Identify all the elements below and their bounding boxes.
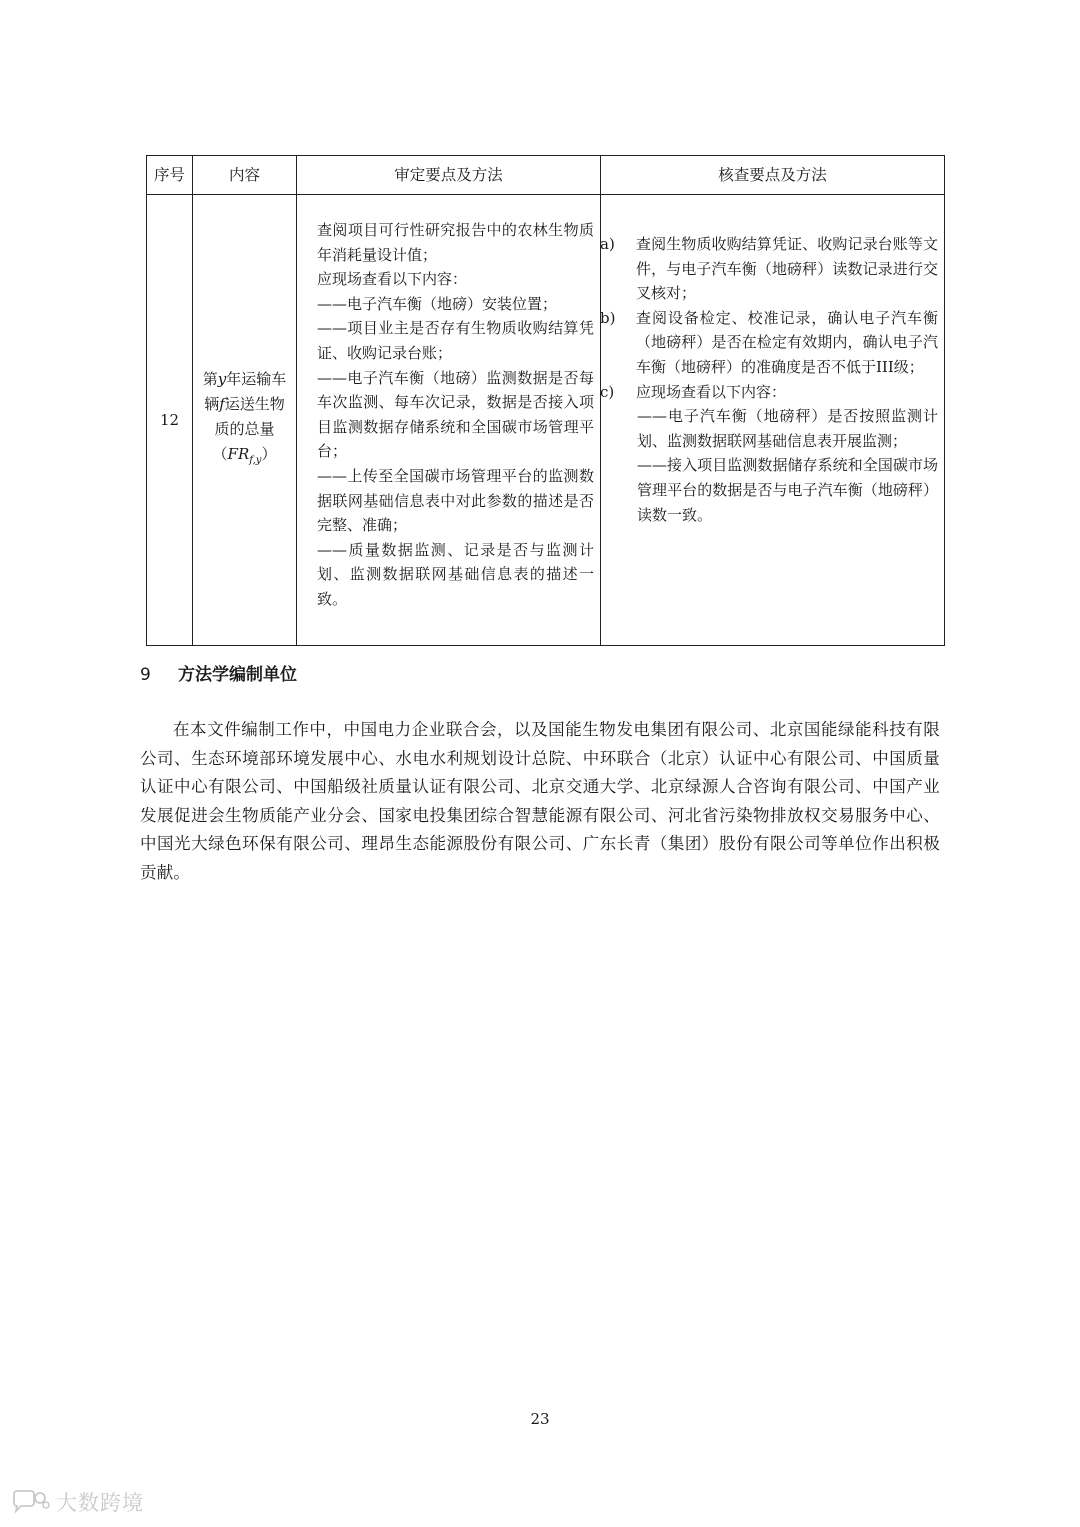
- content-line-3: 质的总量: [214, 420, 275, 438]
- row-check-methods: [601, 195, 945, 646]
- table-row: [147, 195, 945, 646]
- content-formula: $(FR_{f,y})$: [212, 445, 277, 466]
- review-item: ——项目业主是否存有生物质收购结算凭证、收购记录台账；: [317, 319, 594, 362]
- row-number: 12: [147, 195, 193, 646]
- header-review: 审定要点及方法: [297, 156, 601, 195]
- section-title-text: 方法学编制单位: [178, 665, 297, 685]
- review-item: 查阅项目可行性研究报告中的农林生物质年消耗量设计值；: [317, 221, 594, 264]
- review-item: ——电子汽车衡（地磅）监测数据是否每车次监测、每车次记录，数据是否接入项目监测数据存储系统和全国碳市场管理平台；: [317, 368, 594, 461]
- header-content: 内容: [193, 156, 297, 195]
- check-item-b: b) 查阅设备检定、校准记录，确认电子汽车衡（地磅秤）是否在检定有效期内，确认电子汽车衡（地磅秤）的准确度是否不低于III级；: [600, 308, 938, 376]
- watermark-text: 大数跨境: [56, 1491, 144, 1515]
- header-number: 序号: [147, 156, 193, 195]
- content-line-2: 辆f运送生物: [204, 395, 285, 413]
- table-header-row: [147, 156, 945, 195]
- page-number: 23: [530, 1410, 550, 1428]
- review-item: ——电子汽车衡（地磅）安装位置；: [317, 294, 558, 313]
- check-sub-item: ——接入项目监测数据储存系统和全国碳市场管理平台的数据是否与电子汽车衡（地磅秤）读数一致。: [637, 456, 938, 524]
- row-review-methods: [297, 195, 601, 646]
- check-sub-item: ——电子汽车衡（地磅秤）是否按照监测计划、监测数据联网基础信息表开展监测；: [637, 407, 938, 450]
- watermark: [10, 1487, 144, 1517]
- row-content: [193, 195, 297, 646]
- review-item: ——上传至全国碳市场管理平台的监测数据联网基础信息表中对此参数的描述是否完整、准确；: [317, 466, 594, 535]
- header-check: 核查要点及方法: [601, 156, 945, 195]
- review-item: ——质量数据监测、记录是否与监测计划、监测数据联网基础信息表的描述一致。: [317, 540, 594, 608]
- speech-bubble-icon: [10, 1490, 50, 1514]
- content-line-1: 第y年运输车: [202, 370, 287, 388]
- review-table: [146, 155, 945, 646]
- check-item-c: c) 应现场查看以下内容：: [600, 382, 787, 401]
- section-paragraph: 在本文件编制工作中，中国电力企业联合会，以及国能生物发电集团有限公司、北京国能绿能科技有限公司、生态环境部环境发展中心、水电水利规划设计总院、中环联合（北京）认证中心有限公司、中国质量认证中心有限公司、中国船级社质量认证有限公司、北京交通大学、北京绿源人合咨询有限公司、中国产业发展促进会生物质能产业分会、国家电投集团综合智慧能源有限公司、河北省污染物排放权交易服务中心、中国光大绿色环保有限公司、理昂生态能源股份有限公司、广东长青（集团）股份有限公司等单位作出积极贡献。: [140, 720, 940, 882]
- check-item-a: a) 查阅生物质收购结算凭证、收购记录台账等文件，与电子汽车衡（地磅秤）读数记录进行交叉核对；: [600, 235, 938, 303]
- section-heading: [140, 660, 297, 685]
- section-number: 9: [140, 665, 151, 685]
- review-item: 应现场查看以下内容：: [317, 270, 468, 289]
